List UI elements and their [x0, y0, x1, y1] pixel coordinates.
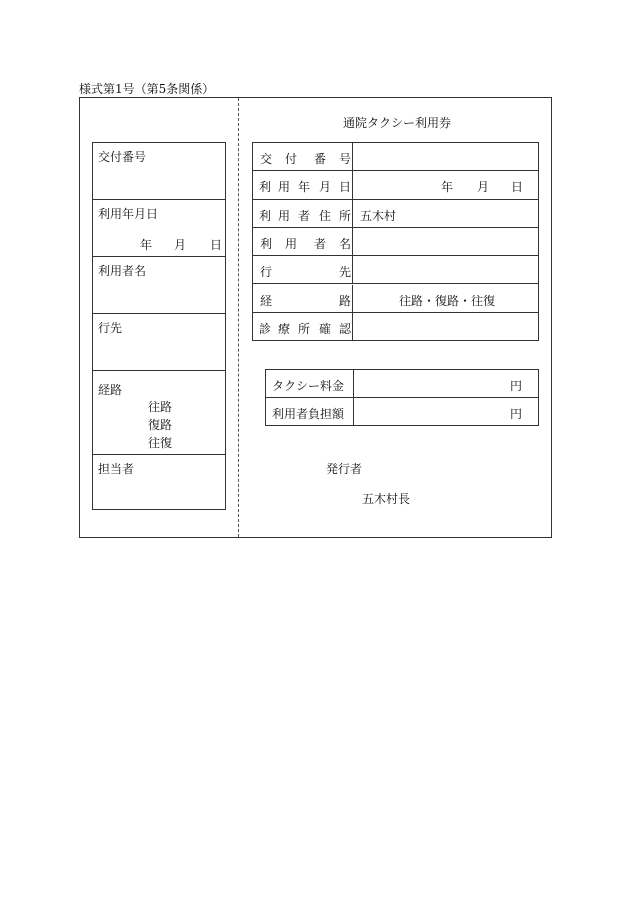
stub-user-cell: [93, 257, 225, 314]
use-date-day: 日: [511, 180, 524, 195]
use-date-month: 月: [477, 180, 490, 195]
row-label: 利 用 者 名: [253, 228, 353, 255]
stub-route-label: 経路: [98, 383, 123, 397]
row-label: 利 用 年 月 日: [253, 171, 353, 198]
row-label: 利 用 者 住 所: [253, 200, 353, 227]
stub-date-cell: [93, 200, 225, 257]
stub-route-option-return: 復路: [148, 418, 173, 432]
user-burden-label: 利用者負担額: [272, 407, 345, 421]
stub-date-month: 月: [174, 238, 187, 252]
taxi-fare-label: タクシー料金: [272, 379, 345, 393]
row-label: 経 路: [253, 285, 353, 312]
row-user-address: [253, 200, 538, 228]
row-taxi-fare: [266, 370, 538, 398]
perforation-line: [238, 98, 239, 537]
row-issue-number: [253, 143, 538, 171]
issuer-name: 五木村長: [362, 492, 411, 506]
stub-route-option-round: 往復: [148, 436, 173, 450]
stub-date-day: 日: [210, 238, 223, 252]
stub-number-label: 交付番号: [98, 150, 147, 164]
route-value[interactable]: 往路・復路・往復: [399, 293, 496, 308]
clinic-confirmation-value[interactable]: [353, 313, 538, 341]
issuer-label: 発行者: [326, 462, 363, 476]
row-clinic-confirmation: [253, 313, 538, 341]
issue-number-value[interactable]: [353, 143, 538, 170]
row-use-date: [253, 171, 538, 199]
stub-route-cell: [93, 371, 225, 455]
ticket-title: 通院タクシー利用券: [343, 116, 452, 130]
taxi-fare-value[interactable]: [354, 370, 538, 397]
fare-table: [265, 369, 539, 426]
stub-destination-cell: [93, 314, 225, 371]
stub-destination-label: 行先: [98, 321, 123, 335]
user-burden-value[interactable]: [354, 398, 538, 426]
row-destination: [253, 256, 538, 284]
stub-table: [92, 142, 226, 510]
stub-staff-label: 担当者: [98, 462, 135, 476]
user-name-value[interactable]: [353, 228, 538, 255]
row-route: [253, 285, 538, 313]
destination-value[interactable]: [353, 256, 538, 283]
form-label: 様式第1号（第5条関係）: [79, 82, 215, 96]
ticket-info-table: [252, 142, 539, 341]
user-burden-unit: 円: [509, 407, 522, 421]
stub-route-option-outbound: 往路: [148, 400, 173, 414]
use-date-value[interactable]: [353, 171, 538, 198]
row-label: 交 付 番 号: [253, 143, 353, 170]
stub-date-year: 年: [140, 238, 153, 252]
row-label: [266, 398, 354, 426]
row-label: [266, 370, 354, 397]
use-date-year: 年: [441, 180, 454, 195]
row-user-name: [253, 228, 538, 256]
row-label: 行 先: [253, 256, 353, 283]
taxi-fare-unit: 円: [509, 379, 522, 393]
row-label: 診 療 所 確 認: [253, 313, 353, 341]
stub-user-label: 利用者名: [98, 264, 147, 278]
stub-number-cell: [93, 143, 225, 200]
row-user-burden: [266, 398, 538, 426]
stub-staff-cell: [93, 455, 225, 509]
stub-date-label: 利用年月日: [98, 207, 159, 221]
user-address-value[interactable]: 五木村: [360, 208, 397, 223]
